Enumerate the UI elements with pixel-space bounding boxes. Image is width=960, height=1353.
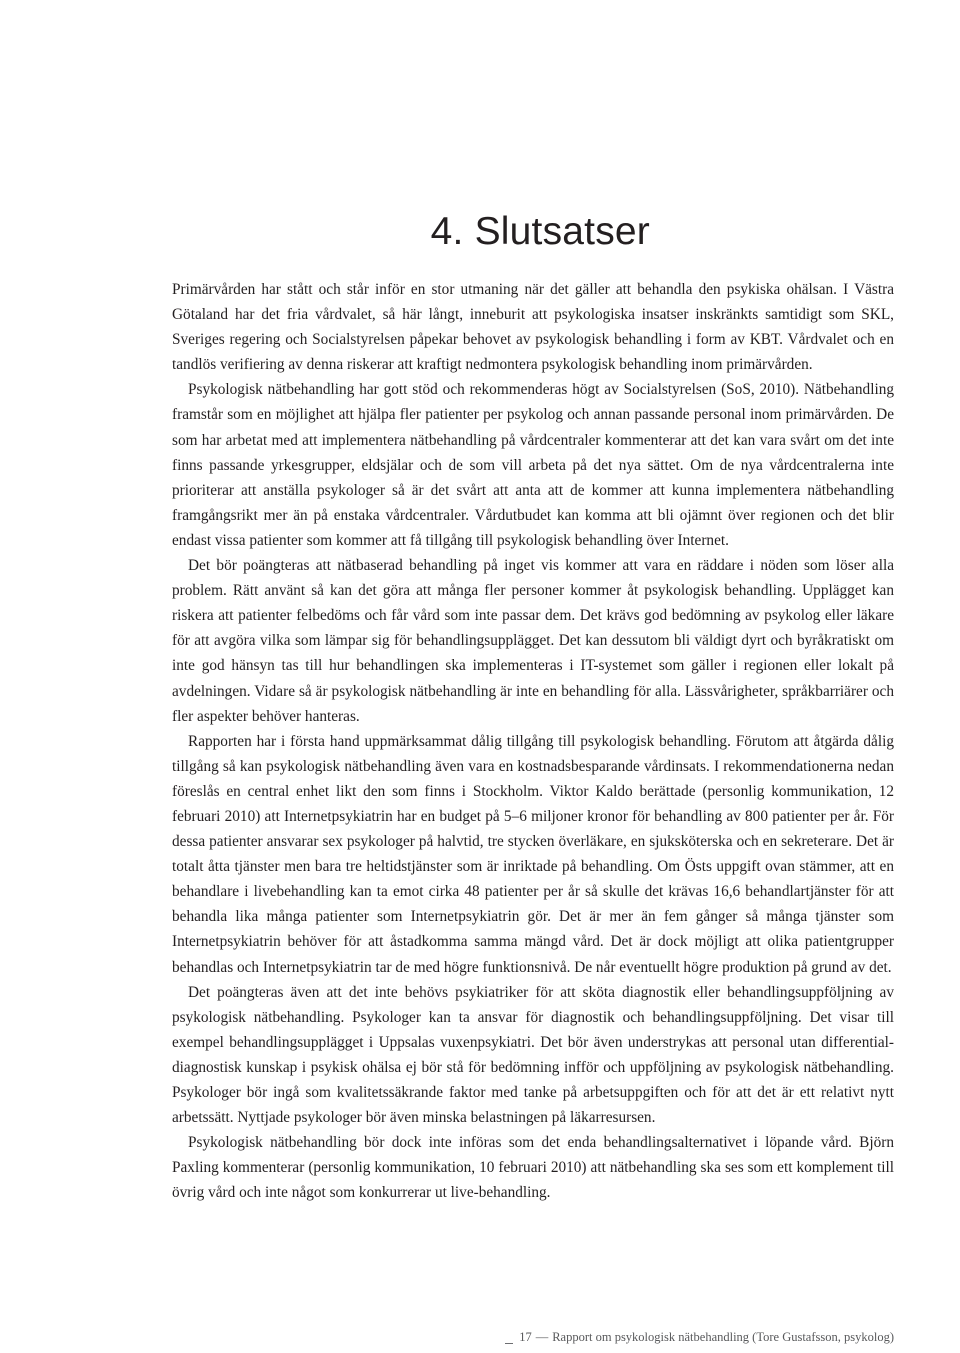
paragraph: Psykologisk nätbehandling har gott stöd och rekommenderas högt av Socialstyrelsen (SoS, 2010). Nätbehandling framstår som en möjlighet att hjälpa fler patienter per psykolog och annan passande personal inom primärvården. De som har arbetat med att implementera nätbehandling på vårdcentraler kommenterar att det kan vara svårt om det inte finns passande yrkesgrupper, eldsjälar och de som vill arbeta på det nya sättet. Om de nya vårdcentralerna inte prioriterar att anställa psykologer så är det svårt att anta att de kommer att kunna implementera nätbehandling framgångsrikt mer än på enstaka vårdcentraler. Vårdutbudet kan komma att bli ojämnt över regionen och det blir endast vissa patienter som kommer att få tillgång till psykologisk behandling över Internet. (172, 381, 894, 549)
page-number: 17 (519, 1330, 532, 1344)
paragraph: Det poängteras även att det inte behövs psykiatriker för att sköta diagnostik eller behandlingsuppföljning av psykologisk nätbehandling. Psykologer kan ta ansvar för diagnostik och behandlingsuppföljning. Det visar till exempel behandlingsupplägget i Uppsalas vuxenpsykiatri. Det bör även understrykas att personal utan differential-diagnostisk kunskap i psykisk ohälsa ej bör stå för bedömning infför och uppföljning av psykologisk nätbehandling. Psykologer bör ingå som kvalitetssäkrande faktor med tanke på arbetsuppgiften och för att det är ett relativt nytt arbetssätt. Nyttjade psykologer bör även minska belastningen på läkarresursen. (172, 983, 894, 1127)
page-footer (513, 1330, 894, 1344)
running-title: Rapport om psykologisk nätbehandling (Tore Gustafsson, psykolog) (552, 1330, 894, 1344)
page-title: 4. Slutsatser (430, 210, 650, 253)
paragraph: Psykologisk nätbehandling bör dock inte införas som det enda behandlingsalternativet i löpande vård. Björn Paxling kommenterar (personlig kommunikation, 10 februari 2010) att nätbehandling ska ses som ett komplement till övrig vård och inte något som konkurrerar ut live-behandling. (172, 1134, 894, 1202)
paragraph: Primärvården har stått och står inför en stor utmaning när det gäller att behandla den psykiska ohälsan. I Västra Götaland har det fria vårdvalet, så här långt, inneburit att psykologiska insatser inskränkts samtidigt som SKL, Sveriges regering och Socialstyrelsen påpekar behovet av psykologisk behandling i form av KBT. Vårdvalet och en tandlös verifiering av denna riskerar att kraftigt nedmontera psykologisk behandling inom primärvården. (172, 281, 894, 374)
paragraph: Det bör poängteras att nätbaserad behandling på inget vis kommer att vara en räddare i nöden som löser alla problem. Rätt använt så kan det göra att många fler personer kommer åt psykologisk behandling. Upplägget kan riskera att patienter felbedöms och får vård som inte passar dem. Det krävs god bedömning av psykolog eller läkare för att avgöra vilka som lämpar sig för behandlingsupplägget. Det kan dessutom bli väldigt dyrt och byråkratiskt om inte god hänsyn tas till hur behandlingen ska implementeras i IT-systemet som gäller i regionen eller lokalt på avdelningen. Vidare så är psykologisk nätbehandling är inte en behandling för alla. Lässvårigheter, språkbarriärer och fler aspekter behöver hanteras. (172, 557, 894, 725)
body-text (172, 277, 894, 1205)
footer-separator: — (535, 1330, 549, 1344)
paragraph: Rapporten har i första hand uppmärksammat dålig tillgång till psykologisk behandling. Förutom att åtgärda dålig tillgång så kan psykologisk nätbehandling även vara en kostnadsbesparande vårdinsats. I rekommendationerna nedan föreslås en central enhet likt den som finns i Stockholm. Viktor Kaldo berättade (personlig kommunikation, 12 februari 2010) att Internetpsykiatrin har en budget på 5–6 miljoner kronor för behandling av 800 patienter per år. För dessa patienter ansvarar sex psykologer på halvtid, tre stycken överläkare, en sjuksköterska och en sekreterare. Det är totalt åtta tjänster men bara tre heltidstjänster som är inriktade på behandling. Om Östs uppgift ovan stämmer, att en behandlare i livebehandling kan ta emot cirka 48 patienter per år så skulle det krävas 16,6 behandlartjänster för att behandla lika många patienter som Internetpsykiatrin gör. Det är mer än fem gånger så många tjänster som Internetpsykiatrin behöver för att åstadkomma samma mängd vård. Det är dock möjligt att olika patientgrupper behandlas och Internetpsykiatrin tar de med högre funktionsnivå. De når eventuellt högre produktion på grund av det. (172, 732, 894, 976)
